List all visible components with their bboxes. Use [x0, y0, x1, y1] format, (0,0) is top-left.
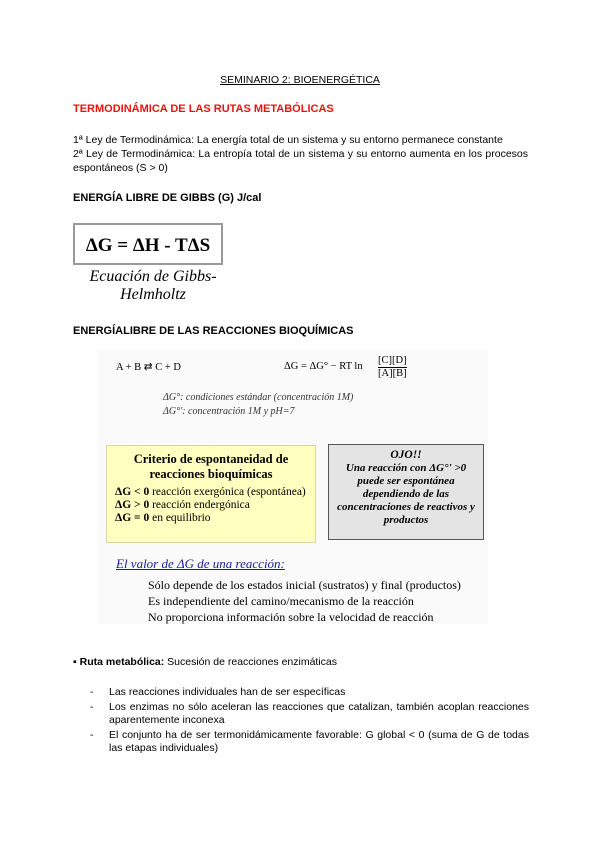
- reaction-equation: A + B ⇄ C + D: [116, 362, 181, 373]
- ratio-denominator: [A][B]: [378, 368, 407, 379]
- delta-g-value-heading: El valor de ΔG de una reacción:: [116, 556, 285, 571]
- metabolic-route-text: Sucesión de reacciones enzimáticas: [164, 656, 338, 668]
- section-heading-thermodynamics: TERMODINÁMICA DE LAS RUTAS METABÓLICAS: [73, 103, 334, 115]
- metabolic-route-definition: ▪ Ruta metabólica: Sucesión de reacciones enzimáticas: [73, 656, 338, 668]
- list-item: El conjunto ha de ser termonidámicamente favorable: G global < 0 (suma de G de todas las etapas individuales): [109, 729, 529, 754]
- dash-bullet: -: [90, 729, 94, 741]
- criteria-condition: ΔG < 0: [115, 486, 150, 498]
- ratio-numerator: [C][D]: [378, 355, 407, 366]
- criteria-condition: ΔG > 0: [115, 499, 150, 511]
- delta-g-property: Es independiente del camino/mecanismo de la reacción: [148, 594, 414, 608]
- criteria-row: [115, 486, 307, 499]
- list-item: Las reacciones individuales han de ser específicas: [109, 686, 346, 698]
- criteria-title: Criterio de espontaneidad de reacciones bioquímicas: [133, 452, 289, 481]
- warning-title: OJO!!: [390, 449, 422, 461]
- section-heading-biochemical-reactions: ENERGÍALIBRE DE LAS REACCIONES BIOQUÍMICAS: [73, 325, 354, 337]
- gibbs-equation-box: ΔG = ΔH - TΔS: [73, 223, 223, 265]
- warning-text: Una reacción con ΔG°' >0 puede ser espontánea dependiendo de las concentraciones de reactivos y productos: [337, 462, 475, 526]
- list-item: Los enzimas no sólo aceleran las reacciones que catalizan, también acoplan reacciones aparentemente inconexa: [109, 701, 529, 726]
- delta-g-property: Sólo depende de los estados inicial (sustratos) y final (productos): [148, 578, 461, 592]
- free-energy-expression: ΔG = ΔG° − RT ln: [284, 361, 363, 372]
- criteria-description: en equilibrio: [149, 512, 211, 524]
- criteria-description: reacción exergónica (espontánea): [149, 486, 306, 498]
- criteria-row: [115, 499, 307, 512]
- dash-bullet: -: [90, 686, 94, 698]
- criteria-row: [115, 512, 307, 525]
- first-law-text: 1ª Ley de Termodinámica: La energía total de un sistema y su entorno permanece constante: [73, 134, 503, 146]
- second-law-text: 2ª Ley de Termodinámica: La entropía total de un sistema y su entorno aumenta en los procesos espontáneos (S > 0): [73, 148, 528, 174]
- section-heading-gibbs: ENERGÍA LIBRE DE GIBBS (G) J/cal: [73, 192, 262, 204]
- warning-note-box: [328, 444, 484, 540]
- dash-bullet: -: [90, 701, 94, 713]
- criteria-condition: ΔG = 0: [115, 512, 150, 524]
- page-title: SEMINARIO 2: BIOENERGÉTICA: [220, 74, 380, 86]
- delta-g-property: No proporciona información sobre la velocidad de reacción: [148, 610, 434, 624]
- standard-conditions-note: ΔG°: condiciones estándar (concentración 1M): [163, 392, 354, 403]
- metabolic-route-label: Ruta metabólica:: [79, 656, 165, 668]
- concentration-ratio: [378, 355, 407, 380]
- biochemical-standard-note: ΔG°': concentración 1M y pH=7: [163, 406, 295, 417]
- gibbs-caption: Ecuación de Gibbs-Helmholtz: [89, 268, 217, 303]
- spontaneity-criteria-box: [106, 445, 316, 543]
- criteria-description: reacción endergónica: [149, 499, 250, 511]
